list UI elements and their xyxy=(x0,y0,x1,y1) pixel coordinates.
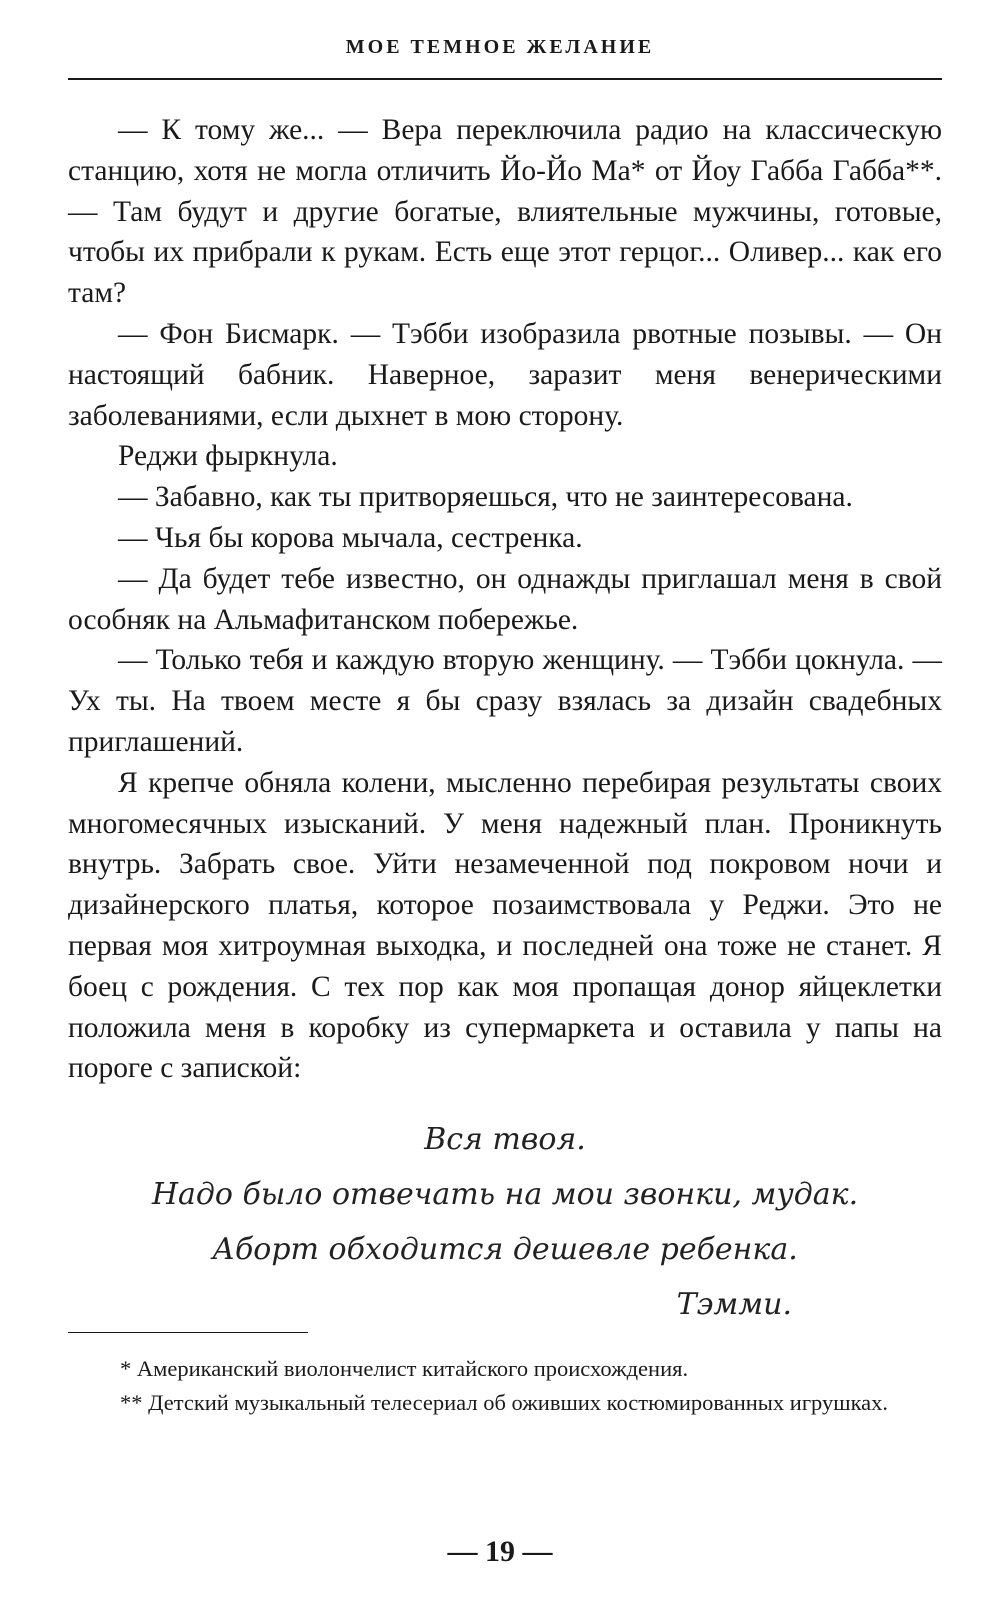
paragraph: — Фон Бисмарк. — Тэбби изобразила рвотные позывы. — Он настоящий бабник. Наверное, заразит меня венерическими заболеваниями, если дыхнет в мою сторону. xyxy=(68,317,942,432)
paragraph: Реджи фыркнула. xyxy=(118,440,338,473)
main-text xyxy=(68,110,942,1089)
paragraph: — К тому же... — Вера переключила радио на классическую станцию, хотя не могла отличить Йо-Йо Ма* от Йоу Габба Габба**. — Там будут и другие богатые, влиятельные мужчины, готовые, чтобы их прибрали к рукам. Есть еще этот герцог... Оливер... как его там? xyxy=(68,114,942,310)
header-rule xyxy=(68,78,942,80)
note-signature: Тэмми. xyxy=(676,1287,792,1322)
footnote: * Американский виолончелист китайского происхождения. xyxy=(120,1356,689,1381)
page-number: — 19 — xyxy=(447,1535,553,1568)
paragraph: — Только тебя и каждую вторую женщину. — Тэбби цокнула. — Ух ты. На твоем месте я бы сразу взялась за дизайн свадебных приглашений. xyxy=(68,644,942,758)
paragraph: Я крепче обняла колени, мысленно перебирая результаты своих многомесячных изысканий. У меня надежный план. Проникнуть внутрь. Забрать свое. Уйти незамеченной под покровом ночи и дизайнерского платья, которое позаимствовала у Реджи. Это не первая моя хитроумная выходка, и последней она тоже не станет. Я боец с рождения. С тех пор как моя пропащая донор яйцеклетки положила меня в коробку из супермаркета и оставила у папы на пороге с запиской: xyxy=(68,766,942,1085)
note-line: Надо было отвечать на мои звонки, мудак. xyxy=(151,1177,859,1212)
handwritten-note xyxy=(68,1112,942,1332)
footnote-rule xyxy=(68,1332,308,1333)
paragraph: — Да будет тебе известно, он однажды приглашал меня в свой особняк на Альмафитанском побережье. xyxy=(68,562,942,636)
paragraph: — Чья бы корова мычала, сестренка. xyxy=(118,521,583,554)
running-title: МОЕ ТЕМНОЕ ЖЕЛАНИЕ xyxy=(345,36,655,58)
footnote: ** Детский музыкальный телесериал об оживших костюмированных игрушках. xyxy=(120,1390,889,1415)
footnotes xyxy=(68,1352,942,1420)
note-line: Аборт обходится дешевле ребенка. xyxy=(212,1232,798,1267)
note-line: Вся твоя. xyxy=(424,1122,586,1157)
paragraph: — Забавно, как ты притворяешься, что не заинтересована. xyxy=(118,481,853,514)
